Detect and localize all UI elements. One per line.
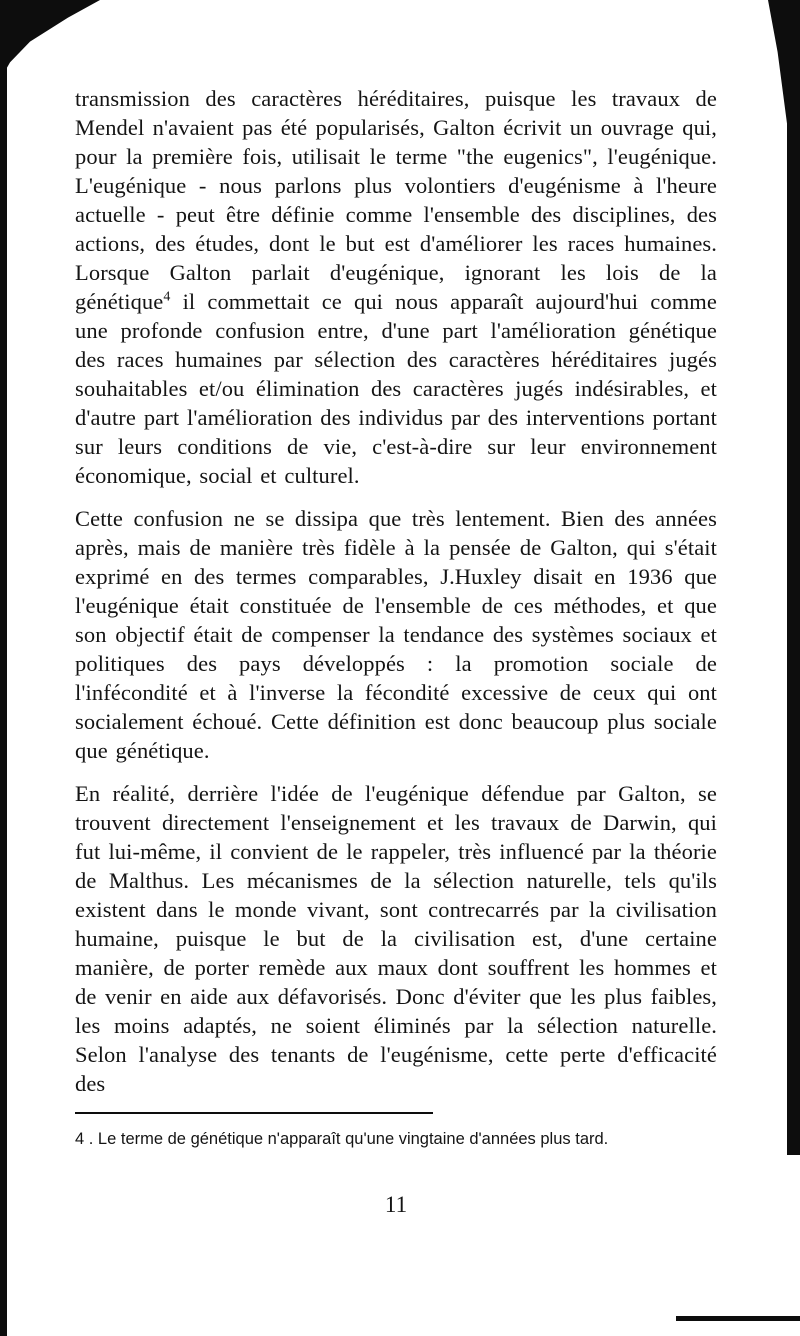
paragraph-1-text-before-footnote-ref: transmission des caractères héréditaires, puisque les travaux de Mendel n'avaient pas été popularisés, Galton écrivit un ouvrage qui, pour la première fois, utilisait le terme "the eugenics", l'eugénique. L'eugénique - nous parlons plus volontiers d'eugénisme à l'heure actuelle - peut être définie comme l'ensemble des disciplines, des actions, des études, dont le but est d'améliorer les races humaines. Lorsque Galton parlait d'eugénique, ignorant les lois de la génétique <box>75 86 717 314</box>
paragraph-1 <box>75 84 717 490</box>
scan-artifact-top-left-corner <box>0 0 100 80</box>
paragraph-3: En réalité, derrière l'idée de l'eugénique défendue par Galton, se trouvent directement l'enseignement et les travaux de Darwin, qui fut lui-même, il convient de le rappeler, très influencé par la théorie de Malthus. Les mécanismes de la sélection naturelle, tels qu'ils existent dans le monde vivant, sont contrecarrés par la civilisation humaine, puisque le but de la civilisation est, d'une certaine manière, de porter remède aux maux dont souffrent les hommes et de venir en aide aux défavorisés. Donc d'éviter que les plus faibles, les moins adaptés, ne soient éliminés par la sélection naturelle. Selon l'analyse des tenants de l'eugénisme, cette perte d'efficacité des <box>75 781 717 1096</box>
scan-artifact-left-edge <box>0 0 7 1336</box>
footnote-text: 4 . Le terme de génétique n'apparaît qu'une vingtaine d'années plus tard. <box>75 1130 609 1148</box>
scan-artifact-bottom-right-line <box>676 1316 800 1321</box>
paragraph-2: Cette confusion ne se dissipa que très lentement. Bien des années après, mais de manière très fidèle à la pensée de Galton, qui s'était exprimé en des termes comparables, J.Huxley disait en 1936 que l'eugénique était constituée de l'ensemble de ces méthodes, et que son objectif était de compenser la tendance des systèmes sociaux et politiques des pays développés : la promotion sociale de l'infécondité et à l'inverse la fécondité excessive de ceux qui ont socialement échoué. Cette définition est donc beaucoup plus sociale que génétique. <box>75 506 717 763</box>
page-text-column <box>75 84 717 1218</box>
scan-artifact-right-edge <box>787 0 800 1155</box>
page-number: 11 <box>384 1192 408 1217</box>
footnote-reference-4: 4 <box>163 289 171 305</box>
scan-artifact-top-right-corner <box>768 0 800 130</box>
footnote-divider <box>75 1112 433 1114</box>
paragraph-1-text-after-footnote-ref: il commettait ce qui nous apparaît aujourd'hui comme une profonde confusion entre, d'une part l'amélioration génétique des races humaines par sélection des caractères héréditaires jugés souhaitables et/ou élimination des caractères jugés indésirables, et d'autre part l'amélioration des individus par des interventions portant sur leurs conditions de vie, c'est-à-dire sur leur environnement économique, social et culturel. <box>75 289 717 488</box>
